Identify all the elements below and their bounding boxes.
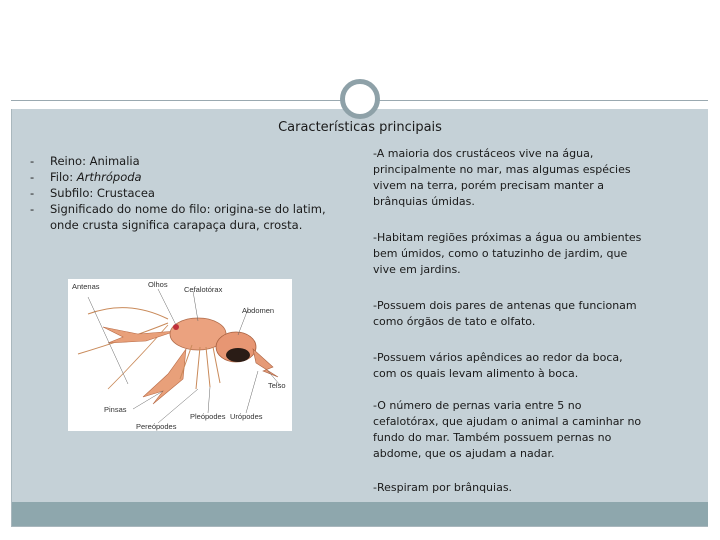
figure-label-telson: Telso — [268, 381, 286, 390]
list-item — [30, 169, 330, 185]
bullet-marker: - — [30, 202, 35, 216]
figure-label-olhos: Olhos — [148, 280, 168, 289]
item-label: Reino: — [50, 154, 90, 168]
item-value: origina-se do latim, onde crusta significa carapaça dura, crosta. — [50, 202, 326, 232]
characteristic-paragraph: -Possuem vários apêndices ao redor da boca, com os quais levam alimento à boca. — [373, 351, 623, 380]
characteristic-paragraph: -O número de pernas varia entre 5 no cefalotórax, que ajudam o animal a caminhar no fundo do mar. Também possuem pernas no abdome, que os ajudam a nadar. — [373, 399, 642, 460]
item-value: Animalia — [89, 154, 140, 168]
decorative-circle — [340, 79, 380, 119]
characteristic-paragraph: -Habitam regiões próximas a água ou ambientes bem úmidos, como o tatuzinho de jardim, que vive em jardins. — [373, 231, 642, 276]
slide-title: Características principais — [278, 120, 442, 135]
crustacean-illustration — [68, 279, 292, 431]
figure-label-uropodes: Urópodes — [230, 412, 263, 421]
item-label: Significado do nome do filo: — [50, 202, 215, 216]
classification-list — [30, 153, 330, 233]
figure-label-abdomen: Abdomen — [242, 306, 275, 315]
item-value: Arthrópoda — [76, 170, 142, 184]
list-item — [30, 153, 330, 169]
figure-label-pinsas: Pinsas — [104, 405, 127, 414]
figure-label-cefalotorax: Cefalotórax — [184, 285, 223, 294]
figure-label-antenas: Antenas — [72, 282, 100, 291]
footer-bar — [12, 502, 708, 526]
characteristics-column — [373, 146, 648, 496]
figure-label-pleopodes: Pleópodes — [190, 412, 226, 421]
crustacean-diagram — [68, 279, 292, 431]
characteristic-paragraph: -Respiram por brânquias. — [373, 481, 513, 494]
bullet-marker: - — [30, 154, 35, 168]
item-label: Subfilo: — [50, 186, 97, 200]
characteristic-paragraph: -Possuem dois pares de antenas que funcionam como órgãos de tato e olfato. — [373, 299, 637, 328]
characteristic-paragraph: -A maioria dos crustáceos vive na água, principalmente no mar, mas algumas espécies vivem na terra, porém precisam manter a brânquias úmidas. — [373, 147, 631, 208]
list-item — [30, 201, 330, 233]
bullet-marker: - — [30, 170, 35, 184]
figure-label-pereopodes: Pereópodes — [136, 422, 177, 431]
item-value: Crustacea — [96, 186, 155, 200]
list-item — [30, 185, 330, 201]
bullet-marker: - — [30, 186, 35, 200]
item-label: Filo: — [50, 170, 77, 184]
